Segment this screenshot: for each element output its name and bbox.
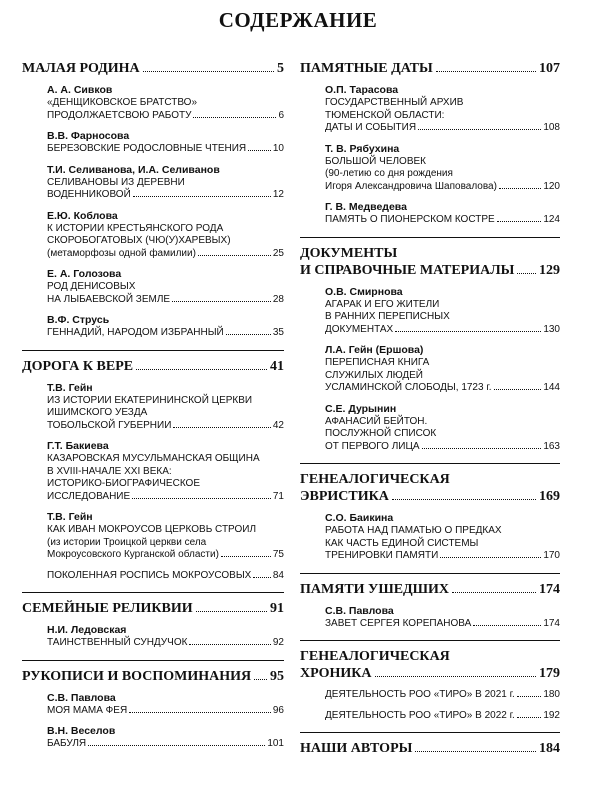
section-heading-text: ХРОНИКА (300, 666, 372, 681)
dot-leader (440, 557, 541, 558)
entry-title-text: ОТ ПЕРВОГО ЛИЦА (325, 440, 420, 452)
entry-title-line (325, 618, 560, 631)
entry-title-text: Мокроусовского Курганской области) (47, 549, 219, 560)
dot-leader (226, 334, 271, 335)
entry-page-number: 101 (267, 738, 284, 749)
dot-leader (221, 556, 271, 557)
dot-leader (473, 625, 541, 626)
entry-page-number: 92 (272, 637, 284, 648)
toc-section (22, 350, 284, 583)
entry-title-text: ДОКУМЕНТАХ (325, 323, 394, 335)
entry-author: В.Ф. Струсь (47, 314, 110, 326)
section-heading[interactable] (300, 740, 560, 757)
entry-title-text: ДЕЯТЕЛЬНОСТЬ РОО «ТИРО» В 2022 г. (325, 709, 515, 721)
entry-title-line: В РАННИХ ПЕРЕПИСНЫХ (325, 311, 450, 322)
toc-left-column (22, 60, 284, 761)
entry-title-line: РОД ДЕНИСОВЫХ (47, 281, 136, 292)
dot-leader (517, 717, 542, 718)
entry-title-line: ТЮМЕНСКОЙ ОБЛАСТИ: (325, 109, 445, 121)
entry-title-line (47, 327, 284, 340)
entry-title-text: ПРОДОЛЖАЕТСВОЮ РАБОТУ (47, 109, 192, 121)
section-heading-text: ДОРОГА К ВЕРЕ (22, 358, 134, 374)
dot-leader (173, 427, 270, 428)
entry-title-line: АГАРАК И ЕГО ЖИТЕЛИ (325, 298, 440, 310)
entry-title-text: УСЛАМИНСКОЙ СЛОБОДЫ, 1723 г. (325, 382, 492, 393)
entry-title-line (47, 189, 284, 202)
toc-entry[interactable] (22, 84, 284, 122)
entry-page-number: 120 (543, 180, 560, 192)
entry-title-text: БЕРЕЗОВСКИЕ РОДОСЛОВНЫЕ ЧТЕНИЯ (47, 143, 247, 154)
section-divider (22, 660, 284, 661)
entry-page-number: 130 (543, 323, 560, 335)
section-heading[interactable]: ГЕНЕАЛОГИЧЕСКАЯ (300, 472, 450, 487)
entry-title-line: В XVIII-НАЧАЛЕ XXI ВЕКА: (47, 465, 172, 477)
entry-title-line: ИЗ ИСТОРИИ ЕКАТЕРИНИНСКОЙ ЦЕРКВИ (47, 394, 253, 406)
entry-page-number: 108 (543, 122, 560, 133)
entry-title-line: ИШИМСКОГО УЕЗДА (47, 407, 148, 418)
entry-page-number: 10 (272, 143, 284, 154)
section-page-number: 169 (539, 489, 560, 504)
section-heading-text: МАЛАЯ РОДИНА (22, 61, 140, 76)
dot-leader (189, 644, 270, 645)
entry-title-line: (90-летию со дня рождения (325, 168, 453, 179)
entry-title-text: ПАМЯТЬ О ПИОНЕРСКОМ КОСТРЕ (325, 214, 495, 225)
toc-section (300, 732, 560, 757)
section-spacer (300, 682, 560, 689)
entry-title-line (47, 637, 284, 650)
section-heading[interactable] (22, 668, 284, 685)
entry-page-number: 174 (543, 617, 560, 629)
entry-title-line (47, 705, 284, 718)
section-heading[interactable] (300, 488, 560, 505)
section-heading-text: ПАМЯТИ УШЕДШИХ (300, 581, 450, 597)
entry-page-number: 84 (272, 569, 284, 581)
dot-leader (436, 71, 536, 72)
entry-title-text: ИССЛЕДОВАНИЕ (47, 490, 131, 502)
toc-entry[interactable] (300, 605, 560, 631)
section-spacer (22, 617, 284, 624)
toc-entry[interactable] (300, 403, 560, 454)
entry-author: Т.В. Гейн (47, 511, 93, 523)
section-page-number: 184 (539, 741, 560, 756)
entry-title-line: СЕЛИВАНОВЫ ИЗ ДЕРЕВНИ (47, 176, 185, 188)
section-heading-text: ПАМЯТНЫЕ ДАТЫ (300, 61, 433, 76)
dot-leader (395, 331, 541, 332)
section-heading[interactable] (300, 665, 560, 682)
dot-leader (253, 577, 271, 578)
section-spacer (22, 685, 284, 692)
entry-title-line: АФАНАСИЙ БЕЙТОН. (325, 415, 428, 427)
dot-leader (418, 129, 541, 130)
dot-leader (193, 117, 276, 118)
entry-title-text: (метаморфозы одной фамилии) (47, 247, 196, 259)
dot-leader (248, 150, 271, 151)
section-divider (300, 640, 560, 641)
toc-section (22, 592, 284, 650)
toc-entry[interactable] (300, 201, 560, 227)
dot-leader (415, 751, 536, 752)
toc-right-column (300, 60, 560, 767)
entry-title-line (47, 248, 284, 261)
entry-title-line (47, 549, 284, 562)
entry-author: О.В. Смирнова (325, 285, 403, 298)
entry-title-text: ТРЕНИРОВКИ ПАМЯТИ (325, 550, 439, 561)
section-divider (300, 237, 560, 238)
entry-title-line: ПОСЛУЖНОЙ СПИСОК (325, 428, 437, 439)
entry-page-number: 192 (543, 709, 560, 721)
entry-title-line (325, 324, 560, 337)
entry-title-line: К ИСТОРИИ КРЕСТЬЯНСКОГО РОДА (47, 222, 224, 234)
entry-title-line (325, 441, 560, 454)
entry-title-line: СЛУЖИЛЫХ ЛЮДЕЙ (325, 369, 423, 381)
section-spacer (22, 77, 284, 84)
section-heading-text: НАШИ АВТОРЫ (300, 741, 413, 756)
toc-entry[interactable] (300, 689, 560, 702)
entry-title-line (47, 738, 284, 751)
toc-entry[interactable] (300, 344, 560, 395)
dot-leader (198, 255, 271, 256)
entry-author: Т.И. Селиванова, И.А. Селиванов (47, 163, 220, 176)
entry-title-line: «ДЕНЩИКОВСКОЕ БРАТСТВО» (47, 97, 198, 108)
entry-title-line (47, 110, 284, 123)
toc-entry[interactable] (22, 130, 284, 156)
page-title: СОДЕРЖАНИЕ (218, 8, 378, 32)
entry-title-text: БАБУЛЯ (47, 738, 87, 749)
entry-author: Е. А. Голозова (47, 268, 122, 280)
entry-author: А. А. Сивков (47, 84, 113, 96)
section-heading[interactable] (22, 358, 284, 375)
entry-page-number: 170 (543, 550, 560, 561)
section-spacer (22, 375, 284, 382)
section-spacer (300, 598, 560, 605)
toc-section (22, 60, 284, 340)
entry-page-number: 163 (543, 440, 560, 452)
section-spacer (300, 279, 560, 286)
section-page-number: 129 (539, 262, 560, 278)
section-spacer (300, 77, 560, 84)
entry-title-line: БОЛЬШОЙ ЧЕЛОВЕК (325, 155, 426, 167)
entry-title-line (325, 689, 560, 702)
toc-entry[interactable] (22, 268, 284, 306)
section-page-number: 91 (270, 601, 284, 616)
section-heading-text: И СПРАВОЧНЫЕ МАТЕРИАЛЫ (300, 262, 515, 278)
entry-author: С.Е. Дурынин (325, 402, 397, 415)
entry-author: В.В. Фарносова (47, 130, 130, 142)
toc-entry[interactable] (22, 692, 284, 718)
entry-title-text: ДАТЫ И СОБЫТИЯ (325, 122, 417, 133)
dot-leader (517, 273, 536, 274)
dot-leader (375, 676, 536, 677)
entry-title-line (325, 710, 560, 723)
section-page-number: 41 (270, 358, 284, 374)
entry-title-line (47, 491, 284, 504)
entry-author: Т.В. Гейн (47, 381, 93, 394)
entry-author: Г.Т. Бакиева (47, 440, 109, 452)
section-heading[interactable] (300, 262, 560, 279)
entry-title-text: ЗАВЕТ СЕРГЕЯ КОРЕПАНОВА (325, 617, 472, 629)
entry-title-line (47, 420, 284, 433)
section-heading[interactable]: ДОКУМЕНТЫ (300, 245, 398, 261)
section-divider (22, 592, 284, 593)
dot-leader (133, 196, 271, 197)
entry-title-text: ГЕННАДИЙ, НАРОДОМ ИЗБРАННЫЙ (47, 327, 224, 338)
toc-section (300, 640, 560, 722)
toc-section (300, 573, 560, 631)
toc-entry[interactable] (22, 725, 284, 751)
entry-title-line: КАК ИВАН МОКРОУСОВ ЦЕРКОВЬ СТРОИЛ (47, 524, 257, 535)
section-page-number: 5 (277, 61, 284, 76)
section-divider (300, 463, 560, 464)
toc-entry[interactable] (22, 210, 284, 261)
dot-leader (499, 188, 541, 189)
section-heading-text: РУКОПИСИ И ВОСПОМИНАНИЯ (22, 668, 252, 684)
toc-entry[interactable] (22, 440, 284, 503)
toc-section (300, 463, 560, 563)
entry-author: О.П. Тарасова (325, 84, 399, 96)
entry-title-line (325, 382, 560, 395)
entry-page-number: 6 (278, 109, 284, 121)
section-page-number: 95 (270, 668, 284, 684)
entry-page-number: 25 (272, 247, 284, 259)
toc-entry[interactable] (300, 84, 560, 135)
toc-entry[interactable] (300, 512, 560, 563)
toc-entry[interactable] (22, 164, 284, 202)
entry-author: Е.Ю. Коблова (47, 209, 118, 222)
section-page-number: 179 (539, 666, 560, 681)
entry-title-line: СКОРОБОГАТОВЫХ (ЧЮ(У)ХАРЕВЫХ) (47, 235, 231, 246)
toc-entry[interactable] (22, 511, 284, 562)
entry-page-number: 12 (272, 189, 284, 200)
toc-entry[interactable] (300, 286, 560, 337)
section-divider (22, 350, 284, 351)
entry-page-number: 28 (272, 293, 284, 305)
entry-title-line: ГОСУДАРСТВЕННЫЙ АРХИВ (325, 97, 464, 108)
entry-title-text: ТОБОЛЬСКОЙ ГУБЕРНИИ (47, 419, 172, 431)
entry-title-line (325, 214, 560, 227)
entry-page-number: 71 (272, 490, 284, 502)
section-divider (300, 573, 560, 574)
entry-author: С.В. Павлова (47, 691, 116, 704)
entry-author: В.Н. Веселов (47, 725, 116, 737)
toc-entry[interactable] (22, 570, 284, 583)
dot-leader (172, 301, 271, 302)
dot-leader (132, 498, 271, 499)
entry-title-line (47, 294, 284, 307)
entry-page-number: 96 (272, 704, 284, 716)
section-heading[interactable] (22, 60, 284, 77)
entry-author: Н.И. Ледовская (47, 624, 127, 636)
entry-title-line (47, 143, 284, 156)
entry-title-text: ВОДЕННИКОВОЙ (47, 189, 131, 200)
entry-page-number: 124 (543, 214, 560, 225)
dot-leader (196, 611, 267, 612)
entry-title-text: НА ЛЫБАЕВСКОЙ ЗЕМЛЕ (47, 293, 171, 305)
entry-page-number: 144 (543, 382, 560, 393)
entry-title-line (325, 122, 560, 135)
entry-title-line: ИСТОРИКО-БИОГРАФИЧЕСКОЕ (47, 478, 200, 489)
dot-leader (422, 448, 542, 449)
toc-entry[interactable] (22, 382, 284, 433)
toc-section (300, 60, 560, 227)
toc-section (300, 237, 560, 454)
section-spacer (300, 505, 560, 512)
entry-title-line: ПЕРЕПИСНАЯ КНИГА (325, 357, 430, 368)
entry-author: Т. В. Рябухина (325, 142, 400, 155)
toc-entry[interactable] (22, 624, 284, 650)
dot-leader (254, 679, 267, 680)
entry-title-text: ДЕЯТЕЛЬНОСТЬ РОО «ТИРО» В 2021 г. (325, 689, 515, 700)
section-page-number: 107 (539, 61, 560, 76)
section-heading[interactable] (300, 60, 560, 77)
dot-leader (494, 389, 542, 390)
section-heading[interactable] (300, 581, 560, 598)
dot-leader (392, 499, 536, 500)
entry-title-line: КАЗАРОВСКАЯ МУСУЛЬМАНСКАЯ ОБЩИНА (47, 453, 260, 464)
entry-title-line: РАБОТА НАД ПАМАТЬЮ О ПРЕДКАХ (325, 525, 502, 536)
toc-entry[interactable] (22, 314, 284, 340)
entry-author: С.В. Павлова (325, 604, 394, 617)
entry-author: Л.А. Гейн (Ершова) (325, 344, 424, 356)
entry-author: С.О. Баикина (325, 512, 394, 524)
entry-title-line: (из истории Троицкой церкви села (47, 536, 207, 548)
entry-title-text: ПОКОЛЕННАЯ РОСПИСЬ МОКРОУСОВЫХ (47, 569, 252, 581)
dot-leader (136, 369, 267, 370)
entry-page-number: 180 (543, 689, 560, 700)
entry-title-line (325, 181, 560, 194)
entry-title-line (325, 550, 560, 563)
section-divider (300, 732, 560, 733)
toc-entry[interactable] (300, 143, 560, 194)
dot-leader (497, 221, 542, 222)
entry-title-line (47, 570, 284, 583)
section-heading-text: ЭВРИСТИКА (300, 489, 389, 504)
dot-leader (452, 592, 536, 593)
entry-title-text: МОЯ МАМА ФЕЯ (47, 704, 128, 716)
entry-title-text: Игоря Александровича Шаповалова) (325, 180, 497, 192)
dot-leader (129, 712, 271, 713)
entry-page-number: 42 (272, 419, 284, 431)
section-heading[interactable]: ГЕНЕАЛОГИЧЕСКАЯ (300, 649, 450, 664)
section-page-number: 174 (539, 581, 560, 597)
dot-leader (88, 745, 265, 746)
entry-title-line: КАК ЧАСТЬ ЕДИНОЙ СИСТЕМЫ (325, 537, 479, 549)
toc-section (22, 660, 284, 751)
section-heading-text: СЕМЕЙНЫЕ РЕЛИКВИИ (22, 601, 193, 616)
section-heading[interactable] (22, 600, 284, 617)
entry-title-text: ТАИНСТВЕННЫЙ СУНДУЧОК (47, 637, 188, 648)
entry-author: Г. В. Медведева (325, 201, 407, 213)
entry-page-number: 35 (272, 327, 284, 338)
dot-leader (143, 71, 274, 72)
toc-entry[interactable] (300, 710, 560, 723)
entry-page-number: 75 (272, 549, 284, 560)
dot-leader (517, 696, 542, 697)
